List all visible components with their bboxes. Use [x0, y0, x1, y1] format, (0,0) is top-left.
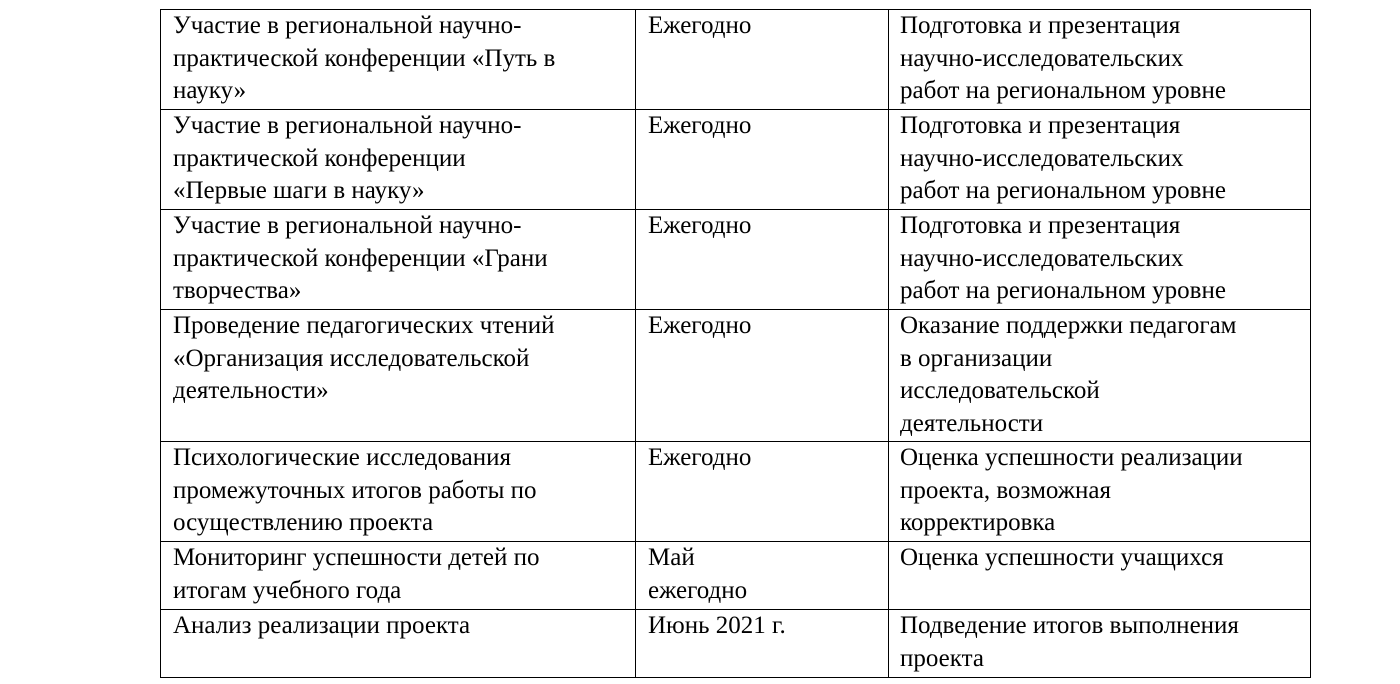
period-cell: Ежегодно	[636, 10, 889, 110]
result-cell: Подведение итогов выполнения проекта	[889, 610, 1311, 678]
result-cell: Подготовка и презентация научно-исследовательских работ на региональном уровне	[889, 210, 1311, 310]
table-row	[161, 10, 1311, 110]
period-cell: Ежегодно	[636, 210, 889, 310]
period-cell: Ежегодно	[636, 442, 889, 542]
event-cell: Участие в региональной научно- практической конференции «Путь в науку»	[161, 10, 636, 110]
table-row	[161, 542, 1311, 610]
table-row	[161, 610, 1311, 678]
result-cell: Подготовка и презентация научно-исследовательских работ на региональном уровне	[889, 10, 1311, 110]
period-cell: Май ежегодно	[636, 542, 889, 610]
table-row	[161, 310, 1311, 442]
period-cell: Ежегодно	[636, 110, 889, 210]
event-cell: Мониторинг успешности детей по итогам учебного года	[161, 542, 636, 610]
project-plan-table	[160, 9, 1311, 678]
result-cell: Оказание поддержки педагогам в организации исследовательской деятельности	[889, 310, 1311, 442]
event-cell: Проведение педагогических чтений «Организация исследовательской деятельности»	[161, 310, 636, 442]
result-cell: Подготовка и презентация научно-исследовательских работ на региональном уровне	[889, 110, 1311, 210]
table-row	[161, 210, 1311, 310]
result-cell: Оценка успешности учащихся	[889, 542, 1311, 610]
table-row	[161, 110, 1311, 210]
period-cell: Июнь 2021 г.	[636, 610, 889, 678]
result-cell: Оценка успешности реализации проекта, возможная корректировка	[889, 442, 1311, 542]
table-row	[161, 442, 1311, 542]
period-cell: Ежегодно	[636, 310, 889, 442]
event-cell: Участие в региональной научно- практической конференции «Грани творчества»	[161, 210, 636, 310]
event-cell: Участие в региональной научно- практической конференции «Первые шаги в науку»	[161, 110, 636, 210]
event-cell: Психологические исследования промежуточных итогов работы по осуществлению проекта	[161, 442, 636, 542]
event-cell: Анализ реализации проекта	[161, 610, 636, 678]
